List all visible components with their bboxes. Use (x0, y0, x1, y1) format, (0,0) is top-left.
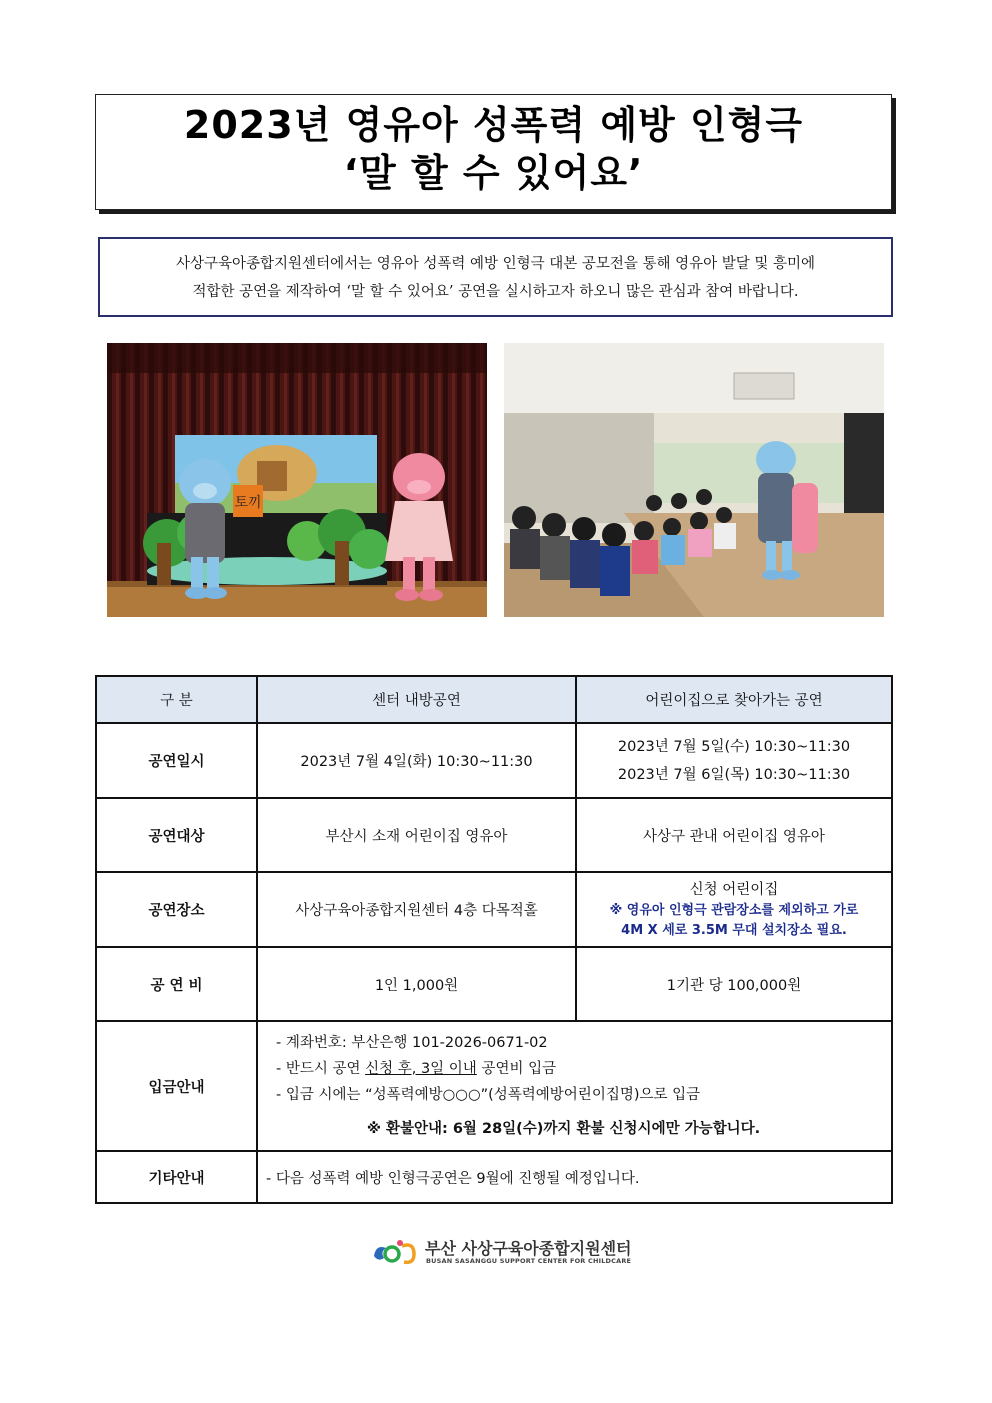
table-row (96, 1021, 892, 1151)
table-row (96, 947, 892, 1021)
row-label-etc: 기타안내 (96, 1151, 257, 1203)
sign-text: 토끼 (234, 495, 262, 511)
row-label-target: 공연대상 (96, 798, 257, 872)
center-logo-name: 부산 사상구육아종합지원센터 (425, 1239, 632, 1258)
center-date: 2023년 7월 4일(화) 10:30~11:30 (257, 723, 576, 798)
table-row (96, 723, 892, 798)
visit-place-main: 신청 어린이집 (689, 881, 779, 898)
title-line-2: ‘말 할 수 있어요’ (343, 151, 644, 195)
refund-notice: ※ 환불안내: 6월 28일(수)까지 환불 신청시에만 가능합니다. (366, 1121, 761, 1137)
title-box (95, 94, 892, 210)
visit-target: 사상구 관내 어린이집 영유아 (576, 798, 892, 872)
classroom-audience-photo (504, 343, 884, 617)
center-cost: 1인 1,000원 (257, 947, 576, 1021)
intro-box (98, 237, 893, 317)
center-logo (370, 1236, 630, 1270)
center-target: 부산시 소재 어린이집 영유아 (257, 798, 576, 872)
table-row (96, 872, 892, 947)
visit-date-1: 2023년 7월 5일(수) 10:30~11:30 (617, 738, 851, 755)
etc-text: - 다음 성폭력 예방 인형극공연은 9월에 진행될 예정입니다. (257, 1151, 892, 1203)
center-logo-icon (370, 1236, 420, 1266)
payment-deadline-post: 공연비 입금 (476, 1061, 557, 1077)
header-visit-show: 어린이집으로 찾아가는 공연 (576, 676, 892, 723)
center-place: 사상구육아종합지원센터 4층 다목적홀 (257, 872, 576, 947)
visit-place (576, 872, 892, 947)
table-header-row (96, 676, 892, 723)
intro-line-2: 적합한 공연을 제작하여 ‘말 할 수 있어요’ 공연을 실시하고자 하오니 많은 관심과 참여 바랍니다. (192, 284, 799, 300)
visit-cost: 1기관 당 100,000원 (576, 947, 892, 1021)
table-row (96, 1151, 892, 1203)
payment-depositor-name: - 입금 시에는 “성폭력예방○○○”(성폭력예방어린이집명)으로 입금 (276, 1087, 701, 1103)
center-logo-english: BUSAN SASANGGU SUPPORT CENTER FOR CHILDCARE (426, 1257, 632, 1265)
visit-place-note-1: ※ 영유아 인형극 관람장소를 제외하고 가로 (609, 902, 859, 918)
header-center-show: 센터 내방공연 (257, 676, 576, 723)
title-line-1: 2023년 영유아 성폭력 예방 인형극 (183, 103, 804, 147)
row-label-cost: 공 연 비 (96, 947, 257, 1021)
row-label-place: 공연장소 (96, 872, 257, 947)
intro-line-1: 사상구육아종합지원센터에서는 영유아 성폭력 예방 인형극 대본 공모전을 통해 영유아 발달 및 흥미에 (176, 256, 815, 272)
visit-place-note-2: 4M X 세로 3.5M 무대 설치장소 필요. (621, 922, 847, 938)
visit-date-2: 2023년 7월 6일(목) 10:30~11:30 (617, 766, 851, 783)
stage-puppet-photo (107, 343, 487, 617)
payment-account: - 계좌번호: 부산은행 101-2026-0671-02 (276, 1035, 548, 1051)
payment-deadline-pre: - 반드시 공연 (276, 1061, 366, 1077)
header-category: 구 분 (96, 676, 257, 723)
payment-details (257, 1021, 892, 1151)
performance-info-table (95, 675, 893, 1204)
table-row (96, 798, 892, 872)
visit-dates (576, 723, 892, 798)
payment-deadline-underlined: 신청 후, 3일 이내 (365, 1061, 477, 1077)
payment-deadline (276, 1056, 891, 1082)
row-label-payment: 입금안내 (96, 1021, 257, 1151)
row-label-date: 공연일시 (96, 723, 257, 798)
